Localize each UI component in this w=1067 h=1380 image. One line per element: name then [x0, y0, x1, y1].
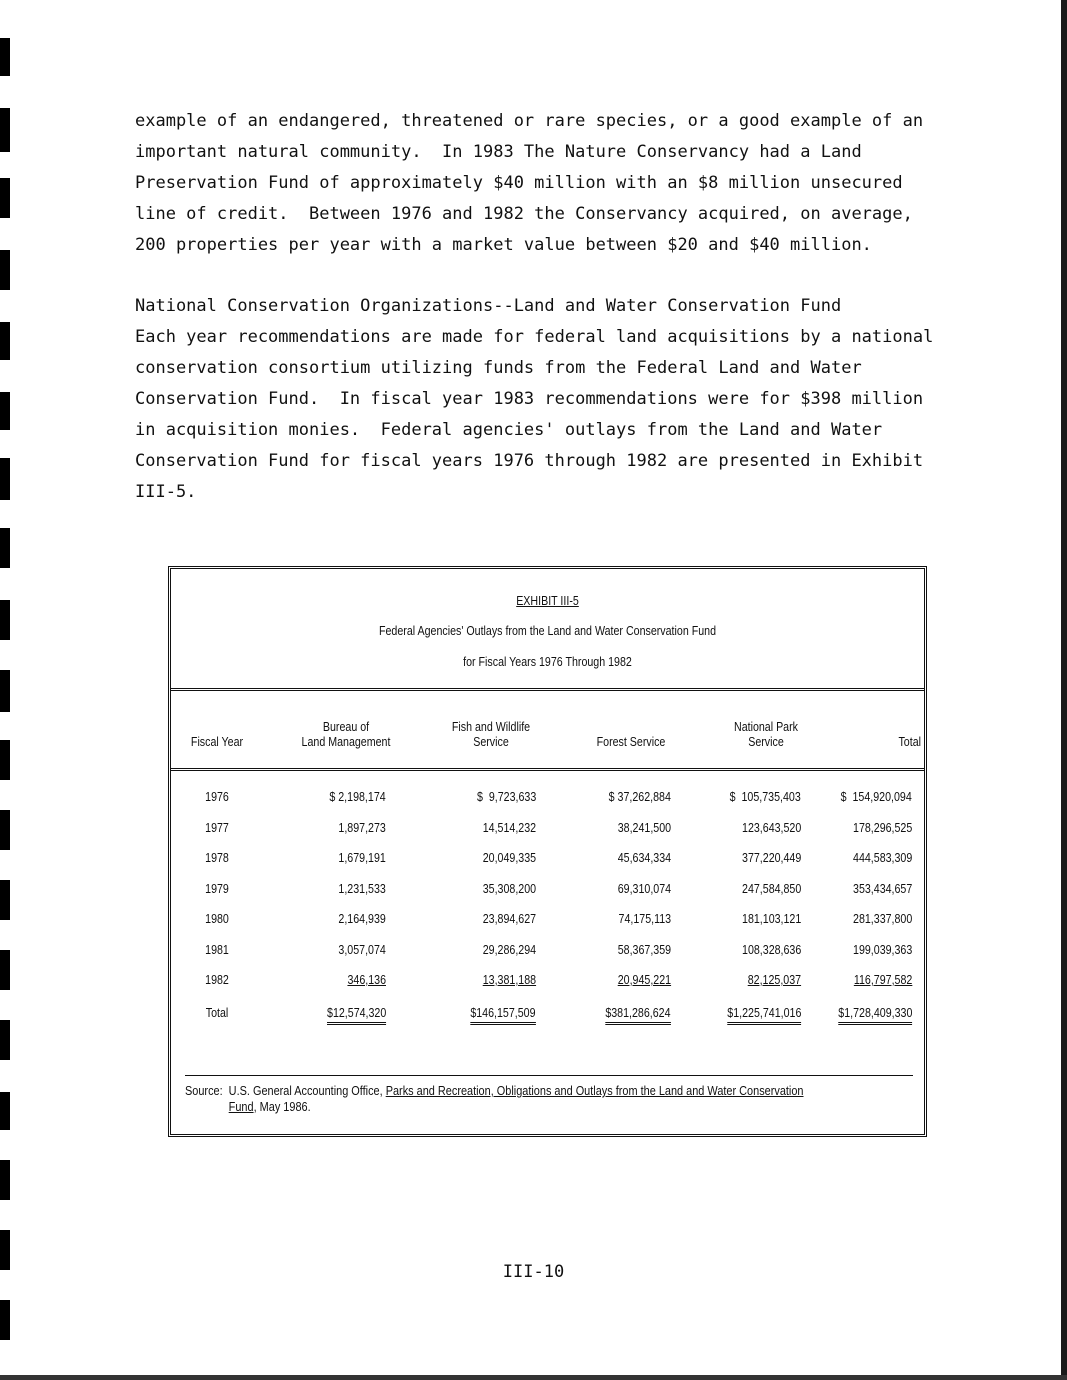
amount-cell: 108,328,636: [741, 941, 801, 957]
exhibit-subtitle: for Fiscal Years 1976 Through 1982: [463, 654, 632, 669]
text-line: example of an endangered, threatened or rare species, or a good example of an: [135, 111, 924, 131]
binder-mark: [0, 528, 10, 568]
column-header-total: Total: [898, 734, 921, 749]
text-line: conservation consortium utilizing funds from the Federal Land and Water: [135, 358, 862, 378]
binder-mark: [0, 740, 10, 780]
binder-mark: [0, 950, 10, 990]
amount-cell: 199,039,363: [852, 941, 912, 957]
binder-mark: [0, 250, 10, 290]
source-text: U.S. General Accounting Office,: [228, 1083, 386, 1098]
binder-mark: [0, 1020, 10, 1060]
text-line: important natural community. In 1983 The Nature Conservancy had a Land: [135, 142, 862, 162]
amount-cell: 181,103,121: [741, 911, 801, 926]
amount-cell: 247,584,850: [741, 880, 801, 896]
binder-mark: [0, 322, 10, 360]
page-number: III-10: [502, 1262, 565, 1282]
header-line: Bureau of: [322, 719, 370, 734]
amount-cell: 38,241,500: [617, 819, 671, 835]
binder-mark: [0, 1160, 10, 1200]
binder-mark: [0, 38, 10, 76]
amount-cell: 377,220,449: [741, 850, 801, 865]
exhibit-header: [171, 569, 924, 691]
column-header-fws: [438, 719, 545, 749]
amount-cell: 20,945,221: [617, 972, 671, 987]
header-divider: [171, 768, 924, 771]
amount-cell: $ 37,262,884: [608, 789, 671, 804]
header-line: Land Management: [301, 734, 391, 749]
binder-mark: [0, 880, 10, 920]
total-cell: $1,225,741,016: [727, 1005, 801, 1025]
fiscal-year-cell: 1976: [205, 789, 229, 804]
fiscal-year-cell: 1979: [205, 880, 229, 896]
amount-cell: 13,381,188: [482, 972, 536, 987]
total-cell: $146,157,509: [471, 1005, 536, 1025]
amount-cell: 281,337,800: [852, 911, 912, 926]
header-line: Fish and Wildlife: [451, 719, 531, 734]
amount-cell: 74,175,113: [618, 911, 671, 926]
text-line: Conservation Fund. In fiscal year 1983 recommendations were for $398 million: [135, 389, 924, 409]
source-note: [185, 1083, 807, 1115]
amount-cell: 116,797,582: [853, 972, 912, 987]
column-header-nps: [713, 719, 820, 749]
source-divider: [185, 1075, 913, 1076]
binder-mark: [0, 1300, 10, 1340]
binder-mark: [0, 670, 10, 712]
source-publication-title: Fund: [228, 1099, 254, 1114]
paragraph-lwcf: [135, 291, 935, 508]
amount-cell: 3,057,074: [338, 941, 386, 957]
amount-cell: 1,231,533: [338, 880, 386, 896]
header-line: Service: [748, 734, 784, 749]
amount-cell: 14,514,232: [482, 819, 536, 835]
exhibit-title: EXHIBIT III-5: [516, 593, 579, 608]
total-cell: $1,728,409,330: [838, 1005, 912, 1025]
amount-cell: 20,049,335: [482, 850, 536, 865]
fiscal-year-cell: 1977: [205, 819, 229, 835]
exhibit-subtitle: Federal Agencies' Outlays from the Land and Water Conservation Fund: [378, 623, 717, 638]
amount-cell: $ 154,920,094: [840, 789, 912, 804]
amount-cell: 1,897,273: [338, 819, 386, 835]
column-header-forest-service: Forest Service: [596, 734, 666, 749]
section-heading: National Conservation Organizations--Land and Water Conservation Fund: [135, 296, 842, 316]
binder-mark: [0, 108, 10, 152]
amount-cell: 58,367,359: [617, 941, 671, 957]
amount-cell: 178,296,525: [852, 819, 912, 835]
amount-cell: 353,434,657: [852, 880, 912, 896]
header-line: National Park: [733, 719, 798, 734]
fiscal-year-cell: 1980: [205, 911, 229, 926]
binder-mark: [0, 600, 10, 640]
amount-cell: $ 105,735,403: [729, 789, 801, 804]
column-header-fiscal-year: Fiscal Year: [190, 734, 244, 749]
text-line: 200 properties per year with a market value between $20 and $40 million.: [135, 235, 872, 255]
paragraph-nature-conservancy: [135, 106, 935, 261]
source-publication-title: Parks and Recreation, Obligations and Outlays from the Land and Water Conservation: [385, 1083, 804, 1098]
fiscal-year-cell: 1978: [205, 850, 229, 865]
amount-cell: 69,310,074: [617, 880, 671, 896]
amount-cell: 1,679,191: [338, 850, 386, 865]
amount-cell: 2,164,939: [338, 911, 386, 926]
binder-mark: [0, 392, 10, 430]
source-text: , May 1986.: [253, 1099, 311, 1114]
amount-cell: $ 2,198,174: [329, 789, 386, 804]
text-line: Each year recommendations are made for federal land acquisitions by a national: [135, 327, 934, 347]
amount-cell: 123,643,520: [741, 819, 801, 835]
amount-cell: 444,583,309: [852, 850, 912, 865]
amount-cell: 29,286,294: [482, 941, 536, 957]
amount-cell: 45,634,334: [617, 850, 671, 865]
header-line: Service: [473, 734, 509, 749]
text-line: Conservation Fund for fiscal years 1976 through 1982 are presented in Exhibit: [135, 451, 924, 471]
total-cell: $12,574,320: [327, 1005, 386, 1025]
text-line: III-5.: [135, 482, 197, 502]
binder-mark: [0, 458, 10, 500]
fiscal-year-cell: 1981: [205, 941, 229, 957]
column-header-blm: [293, 719, 400, 749]
amount-cell: 23,894,627: [482, 911, 536, 926]
fiscal-year-cell: 1982: [205, 972, 229, 987]
source-label: Source:: [185, 1083, 223, 1098]
amount-cell: 82,125,037: [747, 972, 801, 987]
binder-mark: [0, 178, 10, 218]
amount-cell: $ 9,723,633: [476, 789, 536, 804]
total-row-label: Total: [205, 1004, 229, 1020]
amount-cell: 346,136: [347, 972, 386, 987]
exhibit-table: [168, 566, 927, 1137]
text-line: in acquisition monies. Federal agencies' outlays from the Land and Water: [135, 420, 883, 440]
text-line: Preservation Fund of approximately $40 million with an $8 million unsecured: [135, 173, 903, 193]
binder-mark: [0, 1092, 10, 1130]
total-cell: $381,286,624: [606, 1005, 671, 1025]
text-line: line of credit. Between 1976 and 1982 the Conservancy acquired, on average,: [135, 204, 913, 224]
amount-cell: 35,308,200: [482, 880, 536, 896]
binder-mark: [0, 810, 10, 850]
scan-edge-right: [1061, 0, 1067, 1380]
scan-edge-bottom: [0, 1375, 1067, 1380]
